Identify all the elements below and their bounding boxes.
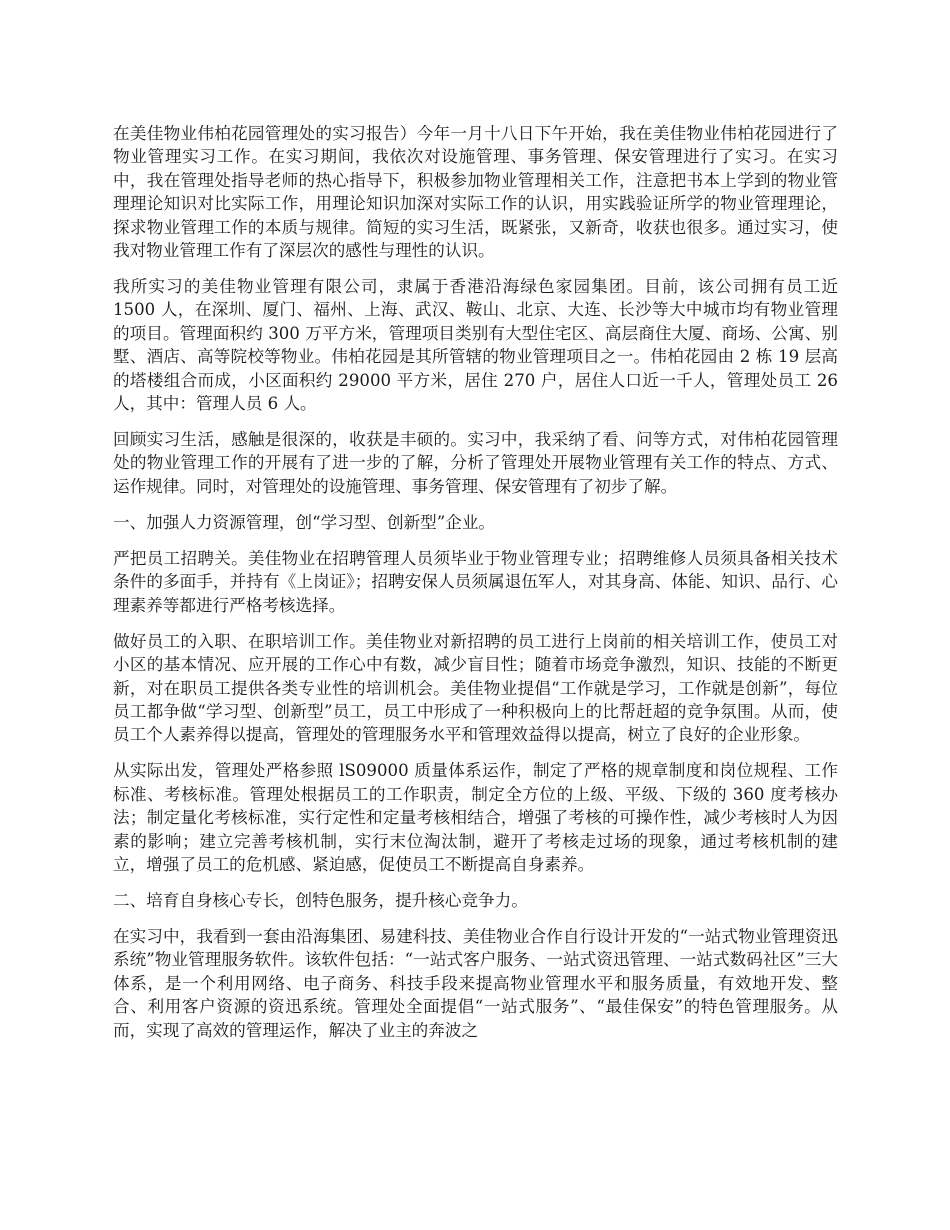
paragraph-training: 做好员工的入职、在职培训工作。美佳物业对新招聘的员工进行上岗前的相关培训工作，使员工对小区的基本情况、应开展的工作心中有数，减少盲目性；随着市场竞争激烈，知识、技能的不断更新，对在职员工提供各类专业性的培训机会。美佳物业提倡“工作就是学习，工作就是创新”，每位员工都争做“学习型、创新型”员工，员工中形成了一种积极向上的比帮赶超的竞争氛围。从而，使员工个人素养得以提高，管理处的管理服务水平和管理效益得以提高，树立了良好的企业形象。	[113, 631, 838, 745]
paragraph-assessment: 从实际出发，管理处严格参照 lS09000 质量体系运作，制定了严格的规章制度和岗位规程、工作标准、考核标准。管理处根据员工的工作职责，制定全方位的上级、平级、下级的 360 度考核办法；制定量化考核标准，实行定性和定量考核相结合，增强了考核的可操作性，减少考核时人为因素的影响；建立完善考核机制，实行末位淘汰制，避开了考核走过场的现象，通过考核机制的建立，增强了员工的危机感、紧迫感，促使员工不断提高自身素养。	[113, 761, 838, 874]
paragraph-intro: 在美佳物业伟柏花园管理处的实习报告）今年一月十八日下午开始，我在美佳物业伟柏花园进行了物业管理实习工作。在实习期间，我依次对设施管理、事务管理、保安管理进行了实习。在实习中，我在管理处指导老师的热心指导下，积极参加物业管理相关工作，注意把书本上学到的物业管理理论知识对比实际工作，用理论知识加深对实际工作的认识，用实践验证所学的物业管理理论，探求物业管理工作的本质与规律。简短的实习生活，既紧张，又新奇，收获也很多。通过实习，使我对物业管理工作有了深层次的感性与理性的认识。	[113, 124, 838, 261]
section-heading-2: 二、培育自身核心专长，创特色服务，提升核心竞争力。	[113, 890, 528, 910]
paragraph-company: 我所实习的美佳物业管理有限公司，隶属于香港沿海绿色家园集团。目前，该公司拥有员工近 1500 人，在深圳、厦门、福州、上海、武汉、鞍山、北京、大连、长沙等大中城市均有物业管理的项目。管理面积约 300 万平方米，管理项目类别有大型住宅区、高层商住大厦、商场、公寓、别墅、酒店、高等院校等物业。伟柏花园是其所管辖的物业管理项目之一。伟柏花园由 2 栋 19 层高的塔楼组合而成，小区面积约 29000 平方米，居住 270 户，居住人口近一千人，管理处员工 26 人，其中：管理人员 6 人。	[113, 277, 838, 414]
paragraph-review: 回顾实习生活，感触是很深的，收获是丰硕的。实习中，我采纳了看、问等方式，对伟柏花园管理处的物业管理工作的开展有了进一步的了解，分析了管理处开展物业管理有关工作的特点、方式、运作规律。同时，对管理处的设施管理、事务管理、保安管理有了初步了解。	[113, 430, 838, 496]
paragraph-recruitment: 严把员工招聘关。美佳物业在招聘管理人员须毕业于物业管理专业；招聘维修人员须具备相关技术条件的多面手，并持有《上岗证》；招聘安保人员须属退伍军人，对其身高、体能、知识、品行、心理素养等都进行严格考核选择。	[113, 548, 838, 615]
section-heading-1: 一、加强人力资源管理，创“学习型、创新型”企业。	[113, 512, 496, 532]
paragraph-software: 在实习中，我看到一套由沿海集团、易建科技、美佳物业合作自行设计开发的“一站式物业管理资迅系统”物业管理服务软件。该软件包括：“一站式客户服务、一站式资迅管理、一站式数码社区”三大体系，是一个利用网络、电子商务、科技手段来提高物业管理水平和服务质量，有效地开发、整合、利用客户资源的资迅系统。管理处全面提倡“一站式服务”、“最佳保安”的特色管理服务。从而，实现了高效的管理运作，解决了业主的奔波之	[113, 926, 838, 1040]
document-body	[113, 122, 838, 1055]
